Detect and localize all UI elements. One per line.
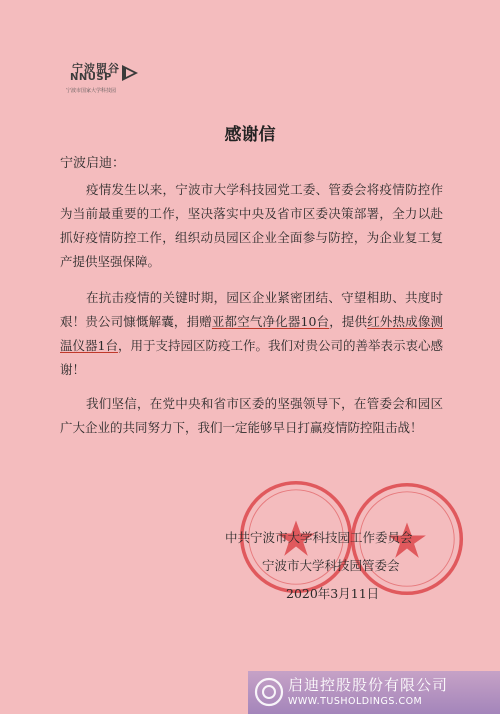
logo-subtitle: 宁波市国家大学科技园 [66, 88, 117, 94]
watermark-banner [248, 671, 500, 714]
paragraph-2-text-a: 在抗击疫情的关键时期，园区企业紧密团结、守望相助、共度时艰！贵公司慷慨解囊，捐赠 [60, 290, 443, 329]
letter-greeting: 宁波启迪： [60, 156, 126, 171]
signature-party-committee: 中共宁波市大学科技园工作委员会 [225, 530, 413, 545]
watermark-url: WWW.TUSHOLDINGS.COM [288, 696, 423, 707]
logo-name-en: NNUSP [70, 72, 112, 83]
logo [54, 60, 194, 100]
donation-item-purifier: 亚都空气净化器10台 [211, 314, 330, 329]
donation-item-thermometer: 红外热成像测温仪器1台 [60, 314, 443, 353]
paragraph-2-text-b: ，提供 [329, 314, 368, 329]
letter-title: 感谢信 [224, 125, 276, 145]
logo-mark-icon [120, 63, 140, 83]
watermark-company-name: 启迪控股股份有限公司 [288, 676, 449, 694]
logo-name-cn: 宁波盟谷 [72, 62, 120, 75]
letter-date: 2020年3月11日 [286, 586, 380, 601]
paragraph-3: 我们坚信，在党中央和省市区委的坚强领导下，在管委会和园区广大企业的共同努力下，我们一定能够早日打赢疫情防控阻击战！ [60, 396, 443, 435]
tus-logo-icon [252, 673, 286, 711]
signature-management-committee: 宁波市大学科技园管委会 [262, 558, 400, 573]
paragraph-2 [60, 286, 443, 382]
paragraph-2-text-c: ，用于支持园区防疫工作。我们对贵公司的善举表示衷心感谢！ [60, 338, 443, 377]
paragraph-1: 疫情发生以来，宁波市大学科技园党工委、管委会将疫情防控作为当前最重要的工作，坚决落实中央及省市区委决策部署，全力以赴抓好疫情防控工作，组织动员园区企业全面参与防控，为企业复工复产提供坚强保障。 [60, 182, 443, 269]
